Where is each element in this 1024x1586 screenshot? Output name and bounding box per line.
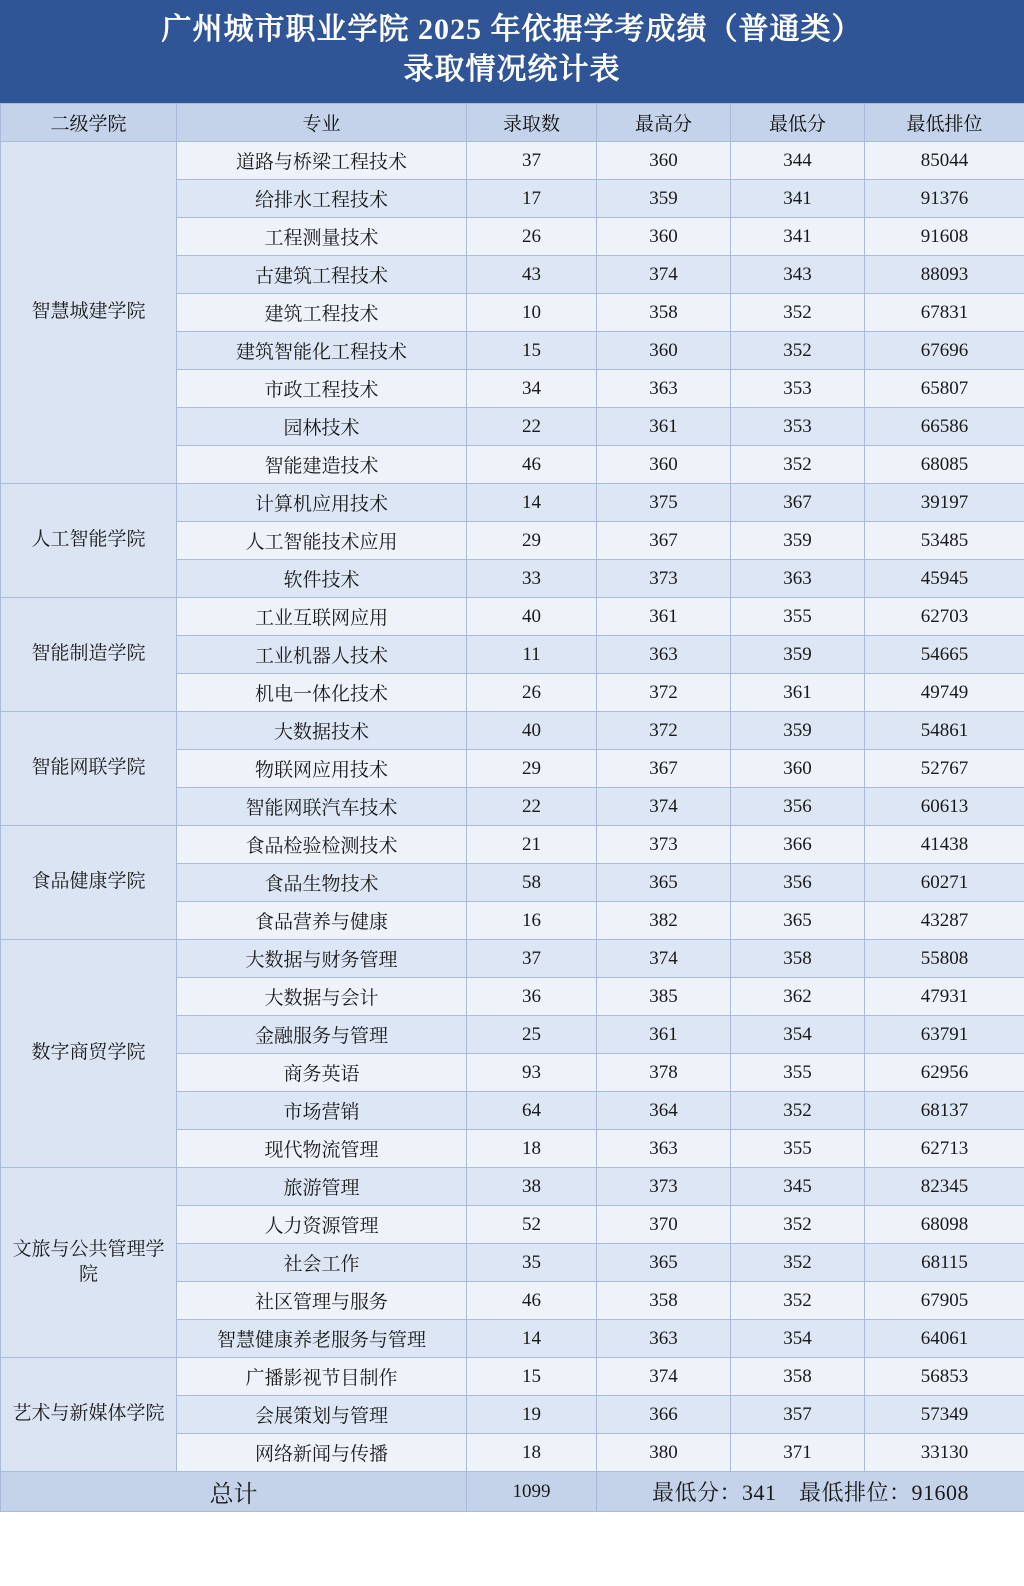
major-cell: 食品营养与健康 xyxy=(177,902,467,940)
major-cell: 网络新闻与传播 xyxy=(177,1434,467,1472)
table-row xyxy=(1,598,1024,636)
min-score-cell: 353 xyxy=(731,370,865,408)
max-score-cell: 385 xyxy=(597,978,731,1016)
count-cell: 40 xyxy=(467,712,597,750)
min-score-cell: 344 xyxy=(731,142,865,180)
major-cell: 食品检验检测技术 xyxy=(177,826,467,864)
min-score-cell: 371 xyxy=(731,1434,865,1472)
min-rank-cell: 82345 xyxy=(865,1168,1024,1206)
college-cell: 文旅与公共管理学院 xyxy=(1,1168,177,1358)
min-score-cell: 365 xyxy=(731,902,865,940)
college-cell: 数字商贸学院 xyxy=(1,940,177,1168)
min-score-cell: 363 xyxy=(731,560,865,598)
max-score-cell: 363 xyxy=(597,1130,731,1168)
count-cell: 15 xyxy=(467,332,597,370)
min-score-cell: 366 xyxy=(731,826,865,864)
max-score-cell: 361 xyxy=(597,1016,731,1054)
min-score-cell: 341 xyxy=(731,218,865,256)
min-score-cell: 354 xyxy=(731,1320,865,1358)
major-cell: 建筑工程技术 xyxy=(177,294,467,332)
min-rank-cell: 49749 xyxy=(865,674,1024,712)
college-cell: 智慧城建学院 xyxy=(1,142,177,484)
min-rank-cell: 57349 xyxy=(865,1396,1024,1434)
max-score-cell: 374 xyxy=(597,788,731,826)
college-cell: 食品健康学院 xyxy=(1,826,177,940)
min-score-cell: 353 xyxy=(731,408,865,446)
count-cell: 52 xyxy=(467,1206,597,1244)
min-rank-cell: 62713 xyxy=(865,1130,1024,1168)
major-cell: 食品生物技术 xyxy=(177,864,467,902)
major-cell: 给排水工程技术 xyxy=(177,180,467,218)
admission-table xyxy=(0,103,1024,1512)
header-row xyxy=(1,104,1024,142)
count-cell: 46 xyxy=(467,1282,597,1320)
count-cell: 40 xyxy=(467,598,597,636)
min-score-cell: 352 xyxy=(731,446,865,484)
min-score-cell: 341 xyxy=(731,180,865,218)
major-cell: 工程测量技术 xyxy=(177,218,467,256)
major-cell: 金融服务与管理 xyxy=(177,1016,467,1054)
max-score-cell: 373 xyxy=(597,826,731,864)
max-score-cell: 375 xyxy=(597,484,731,522)
major-cell: 旅游管理 xyxy=(177,1168,467,1206)
min-rank-cell: 54861 xyxy=(865,712,1024,750)
min-rank-cell: 54665 xyxy=(865,636,1024,674)
count-cell: 11 xyxy=(467,636,597,674)
min-score-cell: 345 xyxy=(731,1168,865,1206)
max-score-cell: 366 xyxy=(597,1396,731,1434)
max-score-cell: 361 xyxy=(597,408,731,446)
min-score-cell: 358 xyxy=(731,940,865,978)
major-cell: 智慧健康养老服务与管理 xyxy=(177,1320,467,1358)
major-cell: 智能网联汽车技术 xyxy=(177,788,467,826)
count-cell: 37 xyxy=(467,940,597,978)
min-rank-cell: 53485 xyxy=(865,522,1024,560)
max-score-cell: 373 xyxy=(597,560,731,598)
min-score-cell: 352 xyxy=(731,1206,865,1244)
max-score-cell: 367 xyxy=(597,750,731,788)
count-cell: 26 xyxy=(467,674,597,712)
max-score-cell: 367 xyxy=(597,522,731,560)
max-score-cell: 370 xyxy=(597,1206,731,1244)
min-score-cell: 358 xyxy=(731,1358,865,1396)
count-cell: 25 xyxy=(467,1016,597,1054)
max-score-cell: 360 xyxy=(597,446,731,484)
min-score-cell: 361 xyxy=(731,674,865,712)
major-cell: 大数据技术 xyxy=(177,712,467,750)
max-score-cell: 363 xyxy=(597,1320,731,1358)
max-score-cell: 360 xyxy=(597,332,731,370)
min-rank-cell: 56853 xyxy=(865,1358,1024,1396)
min-score-cell: 362 xyxy=(731,978,865,1016)
count-cell: 14 xyxy=(467,484,597,522)
min-rank-cell: 85044 xyxy=(865,142,1024,180)
max-score-cell: 359 xyxy=(597,180,731,218)
major-cell: 市政工程技术 xyxy=(177,370,467,408)
college-cell: 智能网联学院 xyxy=(1,712,177,826)
major-cell: 广播影视节目制作 xyxy=(177,1358,467,1396)
min-rank-cell: 65807 xyxy=(865,370,1024,408)
min-rank-cell: 47931 xyxy=(865,978,1024,1016)
max-score-cell: 363 xyxy=(597,636,731,674)
major-cell: 社会工作 xyxy=(177,1244,467,1282)
table-row xyxy=(1,1168,1024,1206)
min-rank-cell: 63791 xyxy=(865,1016,1024,1054)
major-cell: 大数据与会计 xyxy=(177,978,467,1016)
major-cell: 工业互联网应用 xyxy=(177,598,467,636)
table-row xyxy=(1,826,1024,864)
max-score-cell: 380 xyxy=(597,1434,731,1472)
min-rank-cell: 55808 xyxy=(865,940,1024,978)
min-score-cell: 352 xyxy=(731,1092,865,1130)
count-cell: 18 xyxy=(467,1434,597,1472)
college-cell: 人工智能学院 xyxy=(1,484,177,598)
college-cell: 艺术与新媒体学院 xyxy=(1,1358,177,1472)
major-cell: 古建筑工程技术 xyxy=(177,256,467,294)
min-rank-cell: 67905 xyxy=(865,1282,1024,1320)
table-row xyxy=(1,1358,1024,1396)
count-cell: 64 xyxy=(467,1092,597,1130)
count-cell: 37 xyxy=(467,142,597,180)
min-score-cell: 356 xyxy=(731,788,865,826)
min-rank-cell: 45945 xyxy=(865,560,1024,598)
min-rank-cell: 62956 xyxy=(865,1054,1024,1092)
min-rank-cell: 66586 xyxy=(865,408,1024,446)
table-row xyxy=(1,940,1024,978)
major-cell: 人工智能技术应用 xyxy=(177,522,467,560)
column-header-count: 录取数 xyxy=(467,104,597,142)
total-label: 总计 xyxy=(1,1472,467,1512)
count-cell: 33 xyxy=(467,560,597,598)
count-cell: 14 xyxy=(467,1320,597,1358)
min-rank-cell: 68098 xyxy=(865,1206,1024,1244)
table-body xyxy=(1,142,1024,1472)
count-cell: 46 xyxy=(467,446,597,484)
major-cell: 市场营销 xyxy=(177,1092,467,1130)
min-score-cell: 352 xyxy=(731,1244,865,1282)
min-rank-cell: 64061 xyxy=(865,1320,1024,1358)
min-rank-cell: 60613 xyxy=(865,788,1024,826)
major-cell: 工业机器人技术 xyxy=(177,636,467,674)
major-cell: 智能建造技术 xyxy=(177,446,467,484)
count-cell: 29 xyxy=(467,522,597,560)
major-cell: 园林技术 xyxy=(177,408,467,446)
major-cell: 道路与桥梁工程技术 xyxy=(177,142,467,180)
min-rank-cell: 52767 xyxy=(865,750,1024,788)
count-cell: 34 xyxy=(467,370,597,408)
count-cell: 93 xyxy=(467,1054,597,1092)
max-score-cell: 361 xyxy=(597,598,731,636)
table-footer xyxy=(1,1472,1024,1512)
total-summary: 最低分：341 最低排位：91608 xyxy=(597,1472,1024,1512)
count-cell: 43 xyxy=(467,256,597,294)
major-cell: 计算机应用技术 xyxy=(177,484,467,522)
max-score-cell: 372 xyxy=(597,674,731,712)
min-rank-cell: 39197 xyxy=(865,484,1024,522)
major-cell: 人力资源管理 xyxy=(177,1206,467,1244)
title-line-2: 录取情况统计表 xyxy=(403,52,621,86)
min-rank-cell: 88093 xyxy=(865,256,1024,294)
min-rank-cell: 68085 xyxy=(865,446,1024,484)
min-score-cell: 355 xyxy=(731,1054,865,1092)
max-score-cell: 358 xyxy=(597,294,731,332)
min-rank-cell: 60271 xyxy=(865,864,1024,902)
max-score-cell: 364 xyxy=(597,1092,731,1130)
min-score-cell: 367 xyxy=(731,484,865,522)
count-cell: 10 xyxy=(467,294,597,332)
column-header-min-rank: 最低排位 xyxy=(865,104,1024,142)
major-cell: 大数据与财务管理 xyxy=(177,940,467,978)
min-rank-cell: 68137 xyxy=(865,1092,1024,1130)
min-score-cell: 355 xyxy=(731,598,865,636)
max-score-cell: 365 xyxy=(597,864,731,902)
min-rank-cell: 91608 xyxy=(865,218,1024,256)
major-cell: 建筑智能化工程技术 xyxy=(177,332,467,370)
table-row xyxy=(1,712,1024,750)
count-cell: 21 xyxy=(467,826,597,864)
min-score-cell: 356 xyxy=(731,864,865,902)
count-cell: 58 xyxy=(467,864,597,902)
min-score-cell: 357 xyxy=(731,1396,865,1434)
column-header-college: 二级学院 xyxy=(1,104,177,142)
document-title xyxy=(0,0,1024,103)
min-rank-cell: 33130 xyxy=(865,1434,1024,1472)
min-score-cell: 355 xyxy=(731,1130,865,1168)
count-cell: 22 xyxy=(467,408,597,446)
major-cell: 现代物流管理 xyxy=(177,1130,467,1168)
min-rank-cell: 41438 xyxy=(865,826,1024,864)
min-rank-cell: 67831 xyxy=(865,294,1024,332)
count-cell: 18 xyxy=(467,1130,597,1168)
major-cell: 物联网应用技术 xyxy=(177,750,467,788)
total-row xyxy=(1,1472,1024,1512)
max-score-cell: 358 xyxy=(597,1282,731,1320)
min-score-cell: 352 xyxy=(731,332,865,370)
major-cell: 社区管理与服务 xyxy=(177,1282,467,1320)
min-rank-cell: 62703 xyxy=(865,598,1024,636)
count-cell: 26 xyxy=(467,218,597,256)
max-score-cell: 374 xyxy=(597,256,731,294)
max-score-cell: 374 xyxy=(597,1358,731,1396)
count-cell: 22 xyxy=(467,788,597,826)
table-header xyxy=(1,104,1024,142)
major-cell: 商务英语 xyxy=(177,1054,467,1092)
min-score-cell: 343 xyxy=(731,256,865,294)
table-row xyxy=(1,142,1024,180)
count-cell: 38 xyxy=(467,1168,597,1206)
count-cell: 35 xyxy=(467,1244,597,1282)
min-rank-cell: 68115 xyxy=(865,1244,1024,1282)
count-cell: 16 xyxy=(467,902,597,940)
count-cell: 15 xyxy=(467,1358,597,1396)
max-score-cell: 372 xyxy=(597,712,731,750)
college-cell: 智能制造学院 xyxy=(1,598,177,712)
major-cell: 软件技术 xyxy=(177,560,467,598)
min-score-cell: 352 xyxy=(731,1282,865,1320)
table-row xyxy=(1,484,1024,522)
max-score-cell: 382 xyxy=(597,902,731,940)
max-score-cell: 373 xyxy=(597,1168,731,1206)
max-score-cell: 363 xyxy=(597,370,731,408)
max-score-cell: 365 xyxy=(597,1244,731,1282)
min-rank-cell: 43287 xyxy=(865,902,1024,940)
max-score-cell: 378 xyxy=(597,1054,731,1092)
min-score-cell: 359 xyxy=(731,522,865,560)
max-score-cell: 360 xyxy=(597,218,731,256)
min-score-cell: 359 xyxy=(731,712,865,750)
major-cell: 机电一体化技术 xyxy=(177,674,467,712)
count-cell: 17 xyxy=(467,180,597,218)
min-rank-cell: 67696 xyxy=(865,332,1024,370)
max-score-cell: 360 xyxy=(597,142,731,180)
column-header-max-score: 最高分 xyxy=(597,104,731,142)
column-header-major: 专业 xyxy=(177,104,467,142)
total-count: 1099 xyxy=(467,1472,597,1512)
min-score-cell: 354 xyxy=(731,1016,865,1054)
major-cell: 会展策划与管理 xyxy=(177,1396,467,1434)
min-score-cell: 352 xyxy=(731,294,865,332)
title-line-1: 广州城市职业学院 2025 年依据学考成绩（普通类） xyxy=(161,13,863,46)
min-score-cell: 360 xyxy=(731,750,865,788)
column-header-min-score: 最低分 xyxy=(731,104,865,142)
min-rank-cell: 91376 xyxy=(865,180,1024,218)
min-score-cell: 359 xyxy=(731,636,865,674)
count-cell: 36 xyxy=(467,978,597,1016)
count-cell: 29 xyxy=(467,750,597,788)
max-score-cell: 374 xyxy=(597,940,731,978)
count-cell: 19 xyxy=(467,1396,597,1434)
